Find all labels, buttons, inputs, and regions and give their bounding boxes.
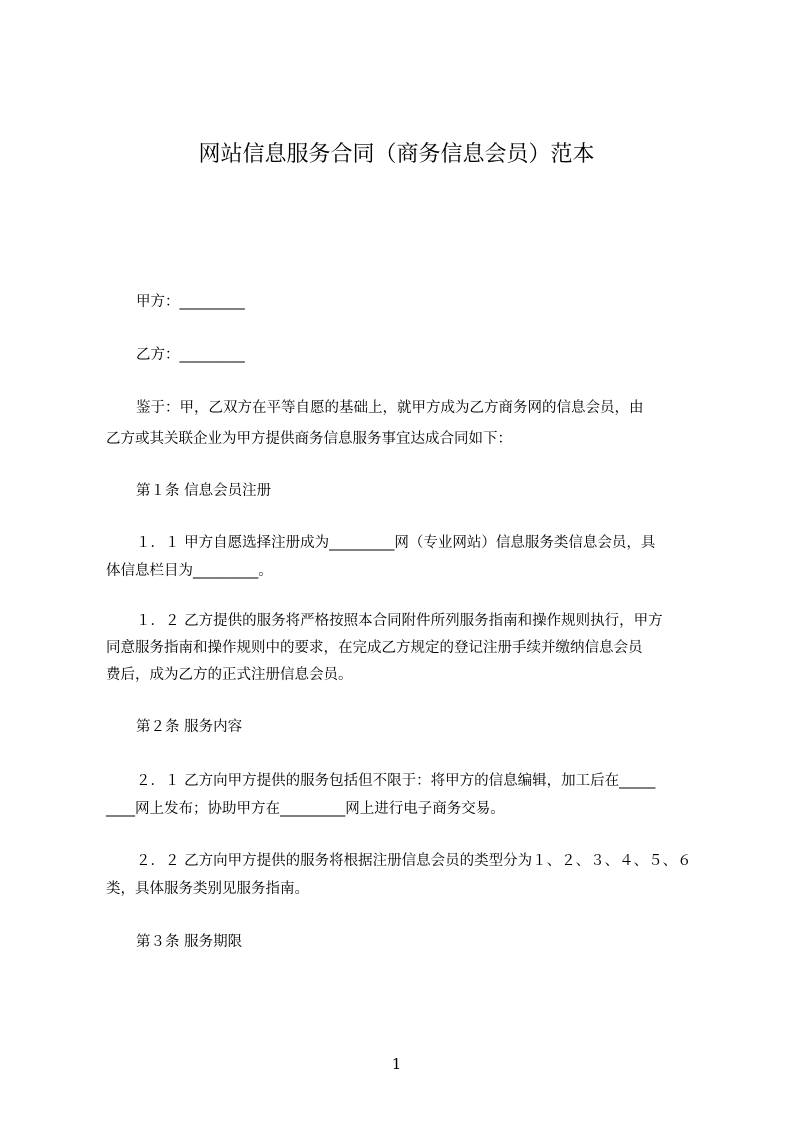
clause-2-2-line-1: ２．２ 乙方向甲方提供的服务将根据注册信息会员的类型分为１、２、３、４、５、６ [136,853,692,869]
article-1-heading: 第１条 信息会员注册 [136,483,272,499]
clause-1-1-line-1: １．１ 甲方自愿选择注册成为_________网（专业网站）信息服务类信息会员，具 [136,535,656,551]
clause-2-1-line-2: ____网上发布；协助甲方在_________网上进行电子商务交易。 [106,801,505,817]
clause-1-1-line-2: 体信息栏目为_________。 [106,563,273,579]
page-number: 1 [391,1055,402,1073]
clause-2-2-line-2: 类，具体服务类别见服务指南。 [106,881,309,897]
preamble-line-2: 乙方或其关联企业为甲方提供商务信息服务事宜达成合同如下： [106,431,512,447]
article-3-heading: 第３条 服务期限 [136,934,243,950]
article-2-heading: 第２条 服务内容 [136,719,243,735]
document-title: 网站信息服务合同（商务信息会员）范本 [198,142,595,167]
clause-2-1-line-1: ２．１ 乙方向甲方提供的服务包括但不限于：将甲方的信息编辑，加工后在_____ [136,773,656,789]
party-a-line: 甲方：_________ [136,294,245,310]
preamble-line-1: 鉴于：甲，乙双方在平等自愿的基础上，就甲方成为乙方商务网的信息会员，由 [136,400,644,416]
party-b-line: 乙方：_________ [136,347,245,363]
clause-1-2-line-3: 费后，成为乙方的正式注册信息会员。 [106,667,353,683]
clause-1-2-line-1: １．２ 乙方提供的服务将严格按照本合同附件所列服务指南和操作规则执行，甲方 [136,613,663,629]
clause-1-2-line-2: 同意服务指南和操作规则中的要求，在完成乙方规定的登记注册手续并缴纳信息会员 [106,640,643,656]
